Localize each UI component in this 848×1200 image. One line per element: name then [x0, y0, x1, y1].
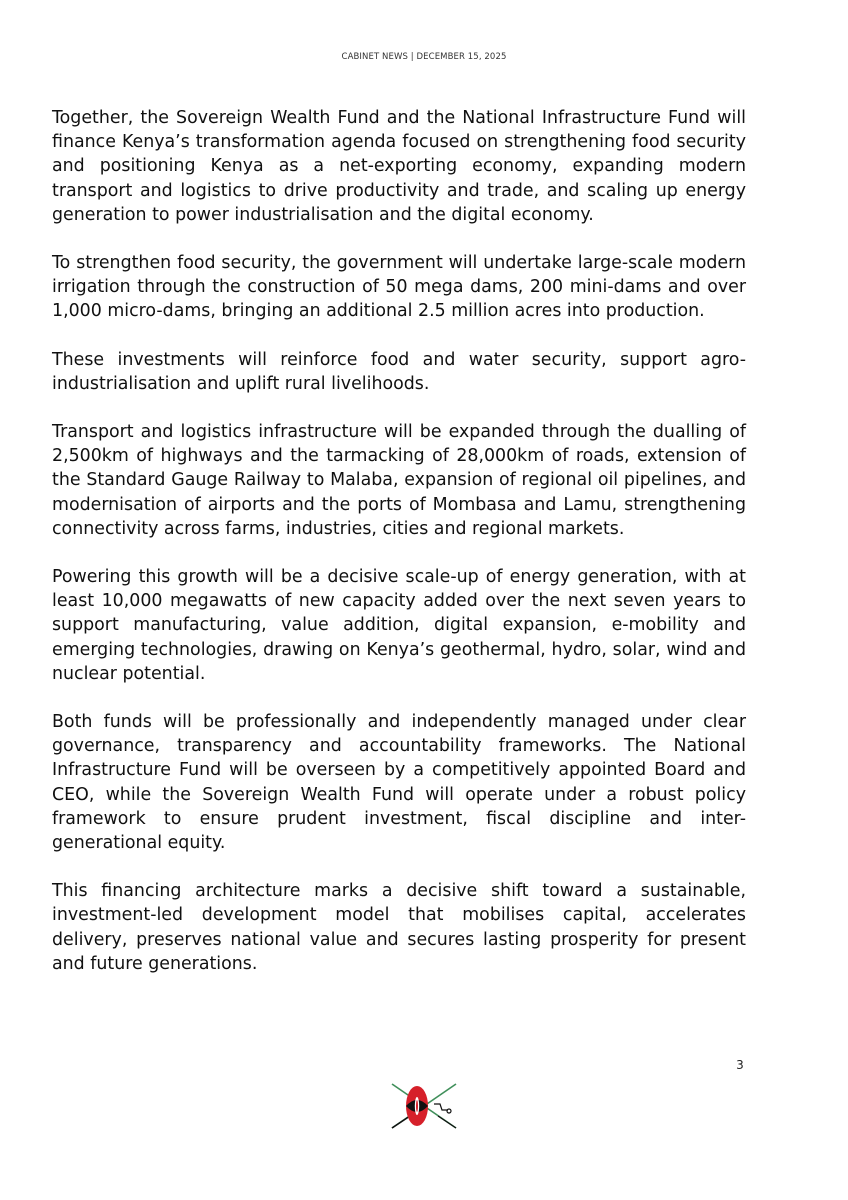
running-header: CABINET NEWS | DECEMBER 15, 2025: [341, 52, 507, 62]
paragraph-transport-logistics: Transport and logistics infrastructure will be expanded through the dualling of 2,500km of highways and the tarmacking of 28,000km of roads, extension of the Standard Gauge Railway to Malaba, expansion of regional oil pipelines, and modernisation of airports and the ports of Mombasa and Lamu, strengthening connectivity across farms, industries, cities and regional markets.: [52, 422, 746, 539]
paragraph-investment-impact: These investments will reinforce food and water security, support agro-industrialisation and uplift rural livelihoods.: [52, 349, 746, 394]
paragraph-energy-generation: Powering this growth will be a decisive scale-up of energy generation, with at least 10,000 megawatts of new capacity added over the next seven years to support manufacturing, value addition, digital expansion, e-mobility and emerging technologies, drawing on Kenya’s geothermal, hydro, solar, wind and nuclear potential.: [52, 567, 746, 684]
kenya-emblem-icon: [388, 1080, 460, 1132]
document-body: [52, 106, 746, 1000]
paragraph-funds-overview: Together, the Sovereign Wealth Fund and the National Infrastructure Fund will finance Kenya’s transformation agenda focused on strengthening food security and positioning Kenya as a net-exporting economy, expanding modern transport and logistics to drive productivity and trade, and scaling up energy generation to power industrialisation and the digital economy.: [52, 108, 746, 225]
paragraph-food-security: To strengthen food security, the government will undertake large-scale modern irrigation through the construction of 50 mega dams, 200 mini-dams and over 1,000 micro-dams, bringing an additional 2.5 million acres into production.: [52, 253, 746, 322]
paragraph-fund-governance: Both funds will be professionally and independently managed under clear governance, transparency and accountability frameworks. The National Infrastructure Fund will be overseen by a competitively appointed Board and CEO, while the Sovereign Wealth Fund will operate under a robust policy framework to ensure prudent investment, fiscal discipline and inter-generational equity.: [52, 712, 746, 854]
paragraph-financing-architecture: This financing architecture marks a decisive shift toward a sustainable, investment-led development model that mobilises capital, accelerates delivery, preserves national value and secures lasting prosperity for present and future generations.: [52, 881, 746, 974]
page-number: 3: [736, 1058, 744, 1072]
